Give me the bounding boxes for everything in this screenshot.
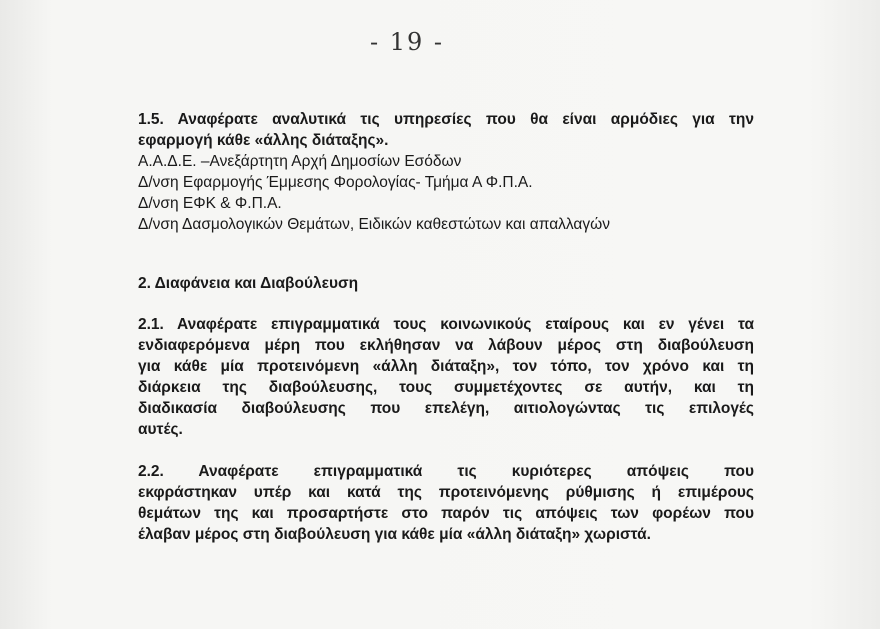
paragraph-line: 2.1. Αναφέρατε επιγραμματικά τους κοινωνικούς εταίρους και εν γένει τα [138,316,754,333]
page-number: - 19 - [370,28,445,56]
paragraph-line: έλαβαν μέρος στη διαβούλευση για κάθε μία «άλλη διάταξη» χωριστά. [138,526,651,543]
paragraph-line: 2.2. Αναφέρατε επιγραμματικά τις κυριότερες απόψεις που [138,463,754,480]
section-title: 2. Διαφάνεια και Διαβούλευση [138,275,359,292]
service-item: Δ/νση Δασμολογικών Θεμάτων, Ειδικών καθεστώτων και απαλλαγών [138,216,610,233]
service-item: Δ/νση Εφαρμογής Έμμεσης Φορολογίας- Τμήμα Α Φ.Π.Α. [138,174,533,191]
service-item: Δ/νση ΕΦΚ & Φ.Π.Α. [138,195,282,212]
paragraph-line: αυτές. [138,421,183,438]
service-item: Α.Α.Δ.Ε. –Ανεξάρτητη Αρχή Δημοσίων Εσόδων [138,153,462,170]
paragraph-line: εκφράστηκαν υπέρ και κατά της προτεινόμενης ρύθμισης ή επιμέρους [138,484,754,501]
section-2-1 [138,314,754,440]
section-heading-line: 1.5. Αναφέρατε αναλυτικά τις υπηρεσίες που θα είναι αρμόδιες για την [138,111,754,128]
paragraph-line: διάρκεια της διαβούλευσης, τους συμμετέχοντες σε αυτήν, και τη [138,379,754,396]
section-2 [138,273,754,294]
paragraph-line: θεμάτων της και προσαρτήστε στο παρόν τις απόψεις των φορέων που [138,505,754,522]
section-heading-line: εφαρμογή κάθε «άλλης διάταξης». [138,132,389,149]
section-2-2 [138,461,754,545]
paragraph-line: ενδιαφερόμενα μέρη που εκλήθησαν να λάβουν μέρος στη διαβούλευση [138,337,754,354]
paragraph-line: για κάθε μία προτεινόμενη «άλλη διάταξη», τον τόπο, τον χρόνο και τη [138,358,754,375]
section-1-5 [138,109,754,235]
paragraph-line: διαδικασία διαβούλευσης που επελέγη, αιτιολογώντας τις επιλογές [138,400,754,417]
